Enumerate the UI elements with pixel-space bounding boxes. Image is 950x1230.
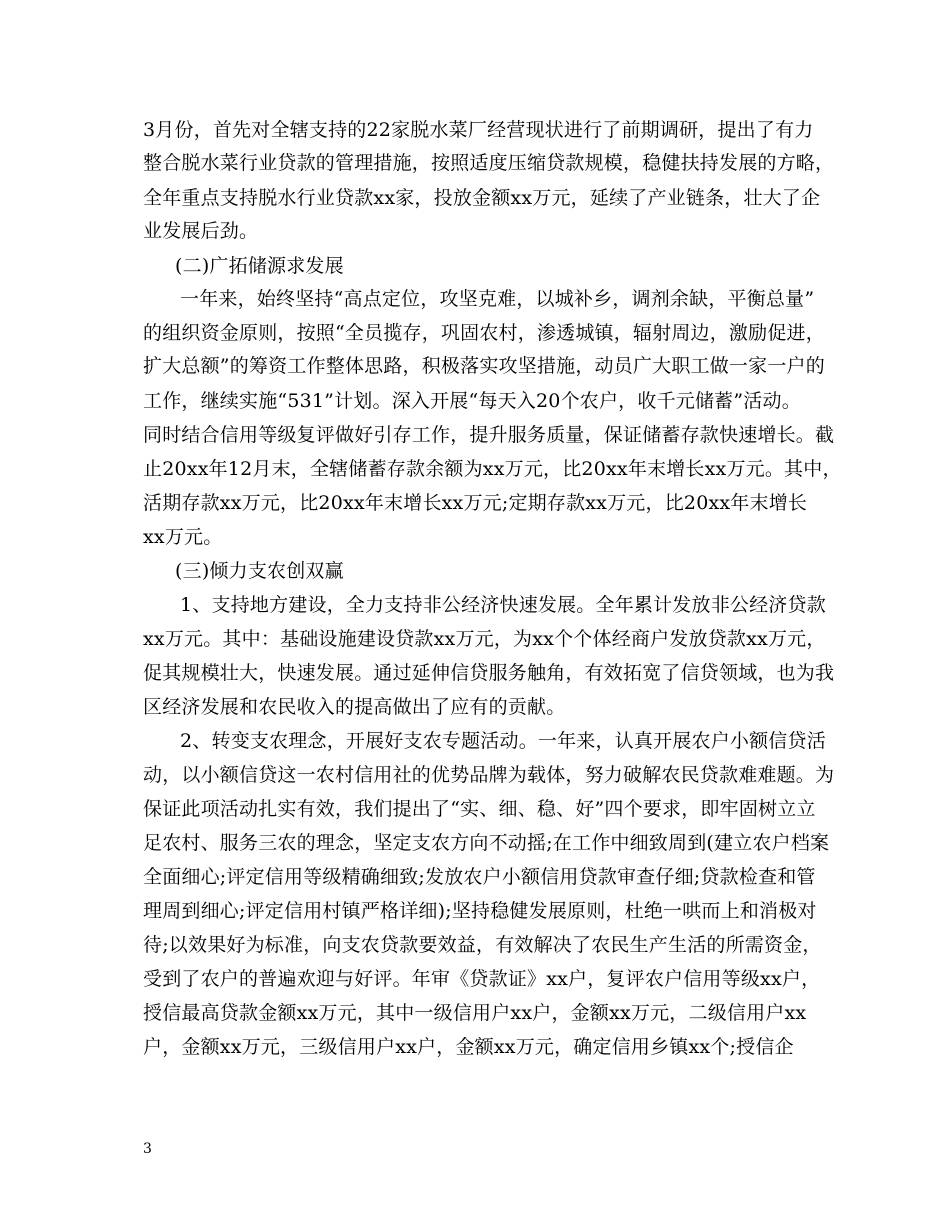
text-line: 保证此项活动扎实有效，我们提出了“实、细、稳、好”四个要求，即牢固树立立 <box>143 798 816 820</box>
text-line: 足农村、服务三农的理念，坚定支农方向不动摇;在工作中细致周到(建立农户档案 <box>143 832 830 854</box>
text-line: 促其规模壮大，快速发展。通过延伸信贷服务触角，有效拓宽了信贷领域，也为我 <box>143 662 835 684</box>
text-line: 活期存款xx万元，比20xx年末增长xx万元;定期存款xx万元，比20xx年末增长 <box>143 492 808 514</box>
text-line: 业发展后劲。 <box>143 220 259 242</box>
text-line: 受到了农户的普遍欢迎与好评。年审《贷款证》xx户，复评农户信用等级xx户， <box>143 968 821 990</box>
text-line: xx万元。其中：基础设施建设贷款xx万元，为xx个个体经商户发放贷款xx万元， <box>143 628 826 650</box>
section-heading: (二)广拓储源求发展 <box>175 255 344 277</box>
text-line: 全面细心;评定信用等级精确细致;发放农户小额信用贷款审查仔细;贷款检查和管 <box>143 866 816 888</box>
text-line: 待;以效果好为标准，向支农贷款要效益，有效解决了农民生产生活的所需资金， <box>143 934 822 956</box>
text-line: 的组织资金原则，按照“全员揽存，巩固农村，渗透城镇，辐射周边，激励促进， <box>143 322 825 344</box>
text-line: 整合脱水菜行业贷款的管理措施，按照适度压缩贷款规模，稳健扶持发展的方略， <box>143 152 835 174</box>
text-line: 户，金额xx万元，三级信用户xx户，金额xx万元，确定信用乡镇xx个;授信企 <box>143 1036 794 1058</box>
text-line: 3月份，首先对全辖支持的22家脱水菜厂经营现状进行了前期调研，提出了有力 <box>143 119 814 141</box>
text-line: 区经济发展和农民收入的提高做出了应有的贡献。 <box>143 696 566 718</box>
text-line: 扩大总额”的筹资工作整体思路，积极落实攻坚措施，动员广大职工做一家一户的 <box>143 355 825 377</box>
text-line: 2、转变支农理念，开展好支农专题活动。一年来，认真开展农户小额信贷活 <box>180 730 826 752</box>
text-line: 1、支持地方建设，全力支持非公经济快速发展。全年累计发放非公经济贷款 <box>180 594 826 616</box>
text-line: 授信最高贷款金额xx万元，其中一级信用户xx户，金额xx万元，二级信用户xx <box>143 1002 807 1024</box>
text-line: 动，以小额信贷这一农村信用社的优势品牌为载体，努力破解农民贷款难难题。为 <box>143 764 835 786</box>
text-line: 工作，继续实施“531”计划。深入开展“每天入20个农户，收千元储蓄”活动。 <box>143 390 801 412</box>
text-line: 一年来，始终坚持“高点定位，攻坚克难，以城补乡，调剂余缺，平衡总量” <box>180 288 815 310</box>
page-number: 3 <box>143 1141 152 1157</box>
text-line: 全年重点支持脱水行业贷款xx家，投放金额xx万元，延续了产业链条，壮大了企 <box>143 187 821 209</box>
text-line: 理周到细心;评定信用村镇严格详细);坚持稳健发展原则，杜绝一哄而上和消极对 <box>143 900 817 922</box>
text-line: 止20xx年12月末，全辖储蓄存款余额为xx万元，比20xx年末增长xx万元。其中， <box>143 458 842 480</box>
text-line: 同时结合信用等级复评做好引存工作，提升服务质量，保证储蓄存款快速增长。截 <box>143 424 835 446</box>
text-line: xx万元。 <box>143 526 223 548</box>
section-heading: (三)倾力支农创双赢 <box>175 560 344 582</box>
